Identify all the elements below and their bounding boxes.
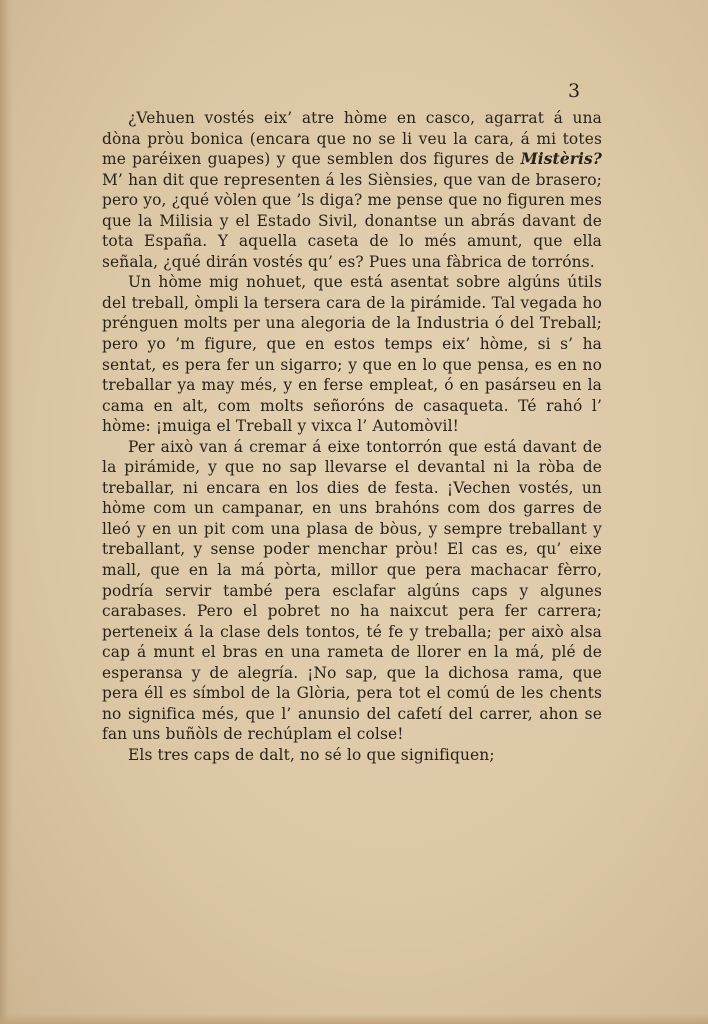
paragraph-1-text-start: ¿Vehuen vostés eix’ atre hòme en casco, agarrat á una dòna pròu bonica (encara que no se li veu la cara, á mi totes me paréixen guapes) y que semblen dos figures de [102, 109, 602, 169]
paragraph-1 [102, 108, 602, 272]
page-bottom-shadow [0, 1014, 708, 1024]
page-binding-shadow [0, 0, 14, 1024]
paragraph-1-emphasis: Mistèris? [520, 150, 602, 169]
body-text [102, 108, 602, 766]
paragraph-4: Els tres caps de dalt, no sé lo que signifiquen; [128, 745, 495, 764]
paragraph-3: Per això van á cremar á eixe tontorrón que está davant de la pirámide, y que no sap llevarse el devantal ni la ròba de treballar, ni encara en los dies de festa. ¡Vechen vostés, un hòme com un campanar, en uns brahóns com dos garres de lleó y en un pit com una plasa de bòus, y sempre treballant y treballant, y sense poder menchar pròu! El cas es, qu’ eixe mall, que en la má pòrta, millor que pera machacar fèrro, podría servir també pera esclafar algúns caps y algunes carabases. Pero el pobret no ha naixcut pera fer carrera; perteneix á la clase dels tontos, té fe y treballa; per això alsa cap á munt el bras en una rameta de llorer en la má, plé de esperansa y de alegría. ¡No sap, que la dichosa rama, que pera éll es símbol de la Glòria, pera tot el comú de les chents no significa més, que l’ anunsio del cafetí del carrer, ahon se fan uns buñòls de rechúplam el colse! [102, 437, 602, 744]
paragraph-2: Un hòme mig nohuet, que está asentat sobre algúns útils del treball, òmpli la tersera cara de la pirámide. Tal vegada ho prénguen molts per una alegoria de la Industria ó del Treball; pero yo ’m figure, que en estos temps eix’ hòme, si s’ ha sentat, es pera fer un sigarro; y que en lo que pensa, es en no treballar ya may més, y en ferse empleat, ó en pasárseu en la cama en alt, com molts señoróns de casaqueta. Té rahó l’ hòme: ¡muiga el Treball y vixca l’ Automòvil! [102, 273, 602, 436]
paragraph-1-text-end: M’ han dit que representen á les Siènsies, que van de brasero; pero yo, ¿qué vòlen que ’ls diga? me pense que no figuren mes que la Milisia y el Estado Sivil, donantse un abrás davant de tota España. Y aquella caseta de lo més amunt, que ella señala, ¿qué dirán vostés qu’ es? Pues una fàbrica de torróns. [102, 170, 602, 271]
page-number: 3 [568, 80, 581, 102]
